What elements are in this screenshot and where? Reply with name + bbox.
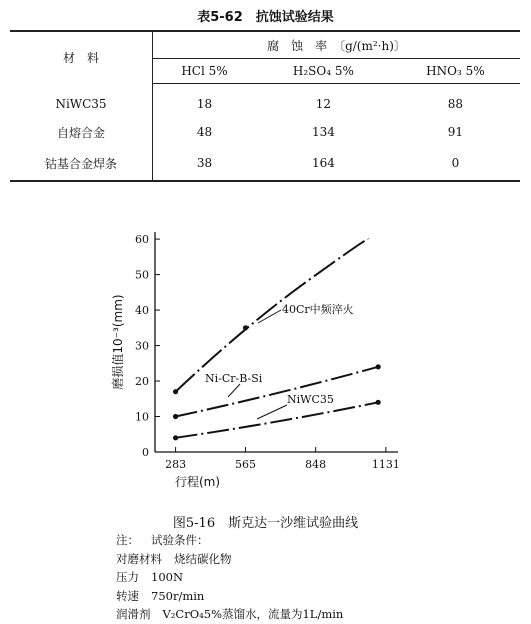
series-label: Ni-Cr-B-Si — [205, 372, 263, 385]
note-label: 润滑剂 — [116, 607, 151, 621]
series-label: 40Cr中频淬火 — [282, 303, 354, 316]
note-row — [116, 605, 355, 624]
row-material: 自熔合金 — [10, 118, 153, 146]
material-header: 材 料 — [10, 31, 153, 84]
label-leader — [257, 405, 287, 419]
note-label: 对磨材料 — [116, 551, 162, 566]
col-h2so4: H₂SO₄ 5% — [256, 59, 391, 84]
note-row — [116, 587, 355, 606]
cell-value: 0 — [391, 146, 520, 181]
cell-value: 88 — [447, 97, 464, 111]
y-tick-label: 0 — [142, 446, 149, 459]
note-label: 压力 — [116, 570, 139, 584]
y-tick-label: 50 — [135, 268, 149, 282]
data-point — [243, 325, 248, 330]
note-value: 烧结碳化物 — [174, 551, 232, 566]
table-title: 表5-62 抗蚀试验结果 — [197, 10, 334, 25]
y-tick-label: 30 — [135, 339, 149, 353]
row-material: 钴基合金焊条 — [10, 146, 153, 181]
x-axis-label: 行程(m) — [175, 475, 221, 489]
rate-header: 腐 蚀 率 〔g/(m²·h)〕 — [153, 31, 521, 59]
series-line — [176, 402, 379, 437]
x-tick-label: 848 — [305, 458, 327, 471]
data-point — [173, 435, 178, 440]
x-tick-label: 1131 — [371, 458, 400, 471]
data-point — [376, 400, 381, 405]
note-value: 750r/min — [151, 588, 205, 603]
col-hcl: HCl 5% — [153, 59, 257, 84]
series-label: NiWC35 — [287, 393, 334, 406]
note-value: 试验条件： — [151, 533, 209, 547]
note-label: 注： — [116, 533, 139, 547]
y-axis-label: 磨损值10⁻³(mm) — [111, 294, 125, 390]
cell-value: 164 — [256, 146, 391, 181]
y-tick-label: 40 — [135, 304, 149, 318]
cell-value: 38 — [153, 146, 257, 181]
data-point — [173, 414, 178, 419]
y-tick-label: 20 — [135, 375, 149, 389]
cell-value: 134 — [311, 125, 335, 139]
x-tick-label: 283 — [165, 458, 187, 471]
cell-value: 18 — [196, 97, 213, 111]
note-row — [116, 550, 355, 569]
note-row — [116, 568, 355, 587]
row-material: NiWC35 — [10, 84, 153, 119]
y-tick-label: 10 — [135, 410, 149, 424]
col-hno3: HNO₃ 5% — [391, 59, 520, 84]
note-value: 100N — [151, 570, 184, 584]
cell-value: 48 — [196, 125, 213, 139]
note-label: 转速 — [116, 588, 139, 603]
figure-notes — [116, 531, 355, 624]
data-point — [376, 364, 381, 369]
cell-value: 12 — [315, 97, 332, 111]
x-tick-label: 565 — [235, 458, 257, 471]
data-point — [173, 389, 178, 394]
y-tick-label: 60 — [135, 233, 149, 247]
figure-caption: 图5-16 斯克达一沙维试验曲线 — [172, 516, 359, 531]
note-row — [116, 531, 355, 550]
note-value: V₂CrO₄5%蒸馏水，流量为1L/min — [162, 607, 344, 621]
cell-value: 91 — [447, 125, 464, 139]
label-leader — [228, 384, 240, 397]
